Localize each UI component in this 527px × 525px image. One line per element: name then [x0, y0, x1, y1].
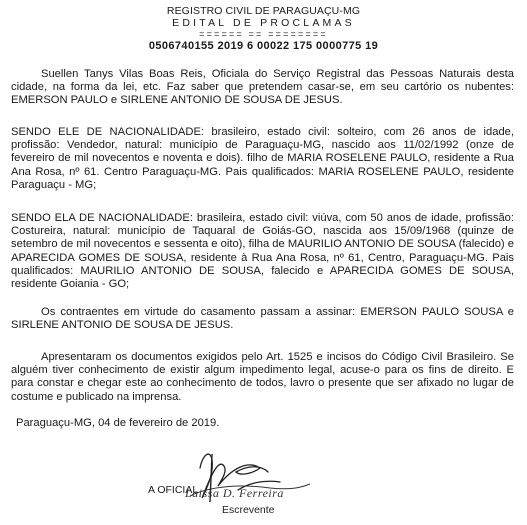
documents-paragraph: Apresentaram os documentos exigidos pelo Art. 1525 e incisos do Código Civil Brasileiro. Se alguém tiver conhecimento de existir algum impedimento legal, acuse-o para os fins de direito. E para constar e chegar este ao conhecimento de todos, lavro o presente que ser afixado no lugar de costume e publicado na imprensa. — [11, 351, 514, 403]
stamp-name: Laissa D. Ferreira — [185, 486, 284, 500]
title-underline: ====== == ======== — [199, 29, 328, 39]
stamp-role: Escrevente — [222, 504, 275, 516]
names-after-marriage-paragraph: Os contraentes em virtude do casamento passam a assinar: EMERSON PAULO SOUSA e SIRLENE ANTONIO DE SOUSA DE JESUS. — [11, 306, 514, 332]
document-title: EDITAL DE PROCLAMAS — [172, 17, 355, 29]
groom-paragraph: SENDO ELE DE NACIONALIDADE: brasileiro, estado civil: solteiro, com 26 anos de idade, profissão: Vendedor, natural: município de Paraguaçu-MG, nascido aos 11/02/1992 (onze de fevereiro de mil novecentos e noventa e dois). filho de MARIA ROSELENE PAULO, residente a Rua Ana Rosa, nº 61. Centro Paraguaçu-MG. Pais qualificados: MARIA ROSELENE PAULO, residente Paraguaçu - MG; — [11, 126, 514, 191]
intro-paragraph: Suellen Tanys Vilas Boas Reis, Oficiala do Serviço Registral das Pessoas Naturais desta cidade, na forma da lei, etc. Faz saber que pretendem casar-se, em seu cartório os nubentes: EMERSON PAULO e SIRLENE ANTONIO DE SOUSA DE JESUS. — [11, 68, 514, 107]
official-label: A OFICIAL — [148, 484, 199, 496]
registry-number: 0506740155 2019 6 00022 175 0000775 19 — [148, 40, 379, 52]
date-line: Paraguaçu-MG, 04 de fevereiro de 2019. — [16, 417, 220, 429]
bride-paragraph: SENDO ELA DE NACIONALIDADE: brasileira, estado civil: viúva, com 50 anos de idade, profissão: Costureira, natural: município de Taquaral de Goiás-GO, nascida aos 15/09/1968 (quinze de setembro de mil novecentos e sessenta e oito), filha de MAURILIO ANTONIO DE SOUSA (falecido) e APARECIDA GOMES DE SOUSA, residente à Rua Ana Rosa, nº 61, Centro, Paraguaçu-MG. Pais qualificados: MAURILIO ANTONIO DE SOUSA, falecido e APARECIDA GOMES DE SOUSA, residente Goiania - GO; — [11, 212, 514, 291]
signature-block — [140, 438, 400, 523]
registry-name: REGISTRO CIVIL DE PARAGUAÇU-MG — [166, 5, 361, 17]
